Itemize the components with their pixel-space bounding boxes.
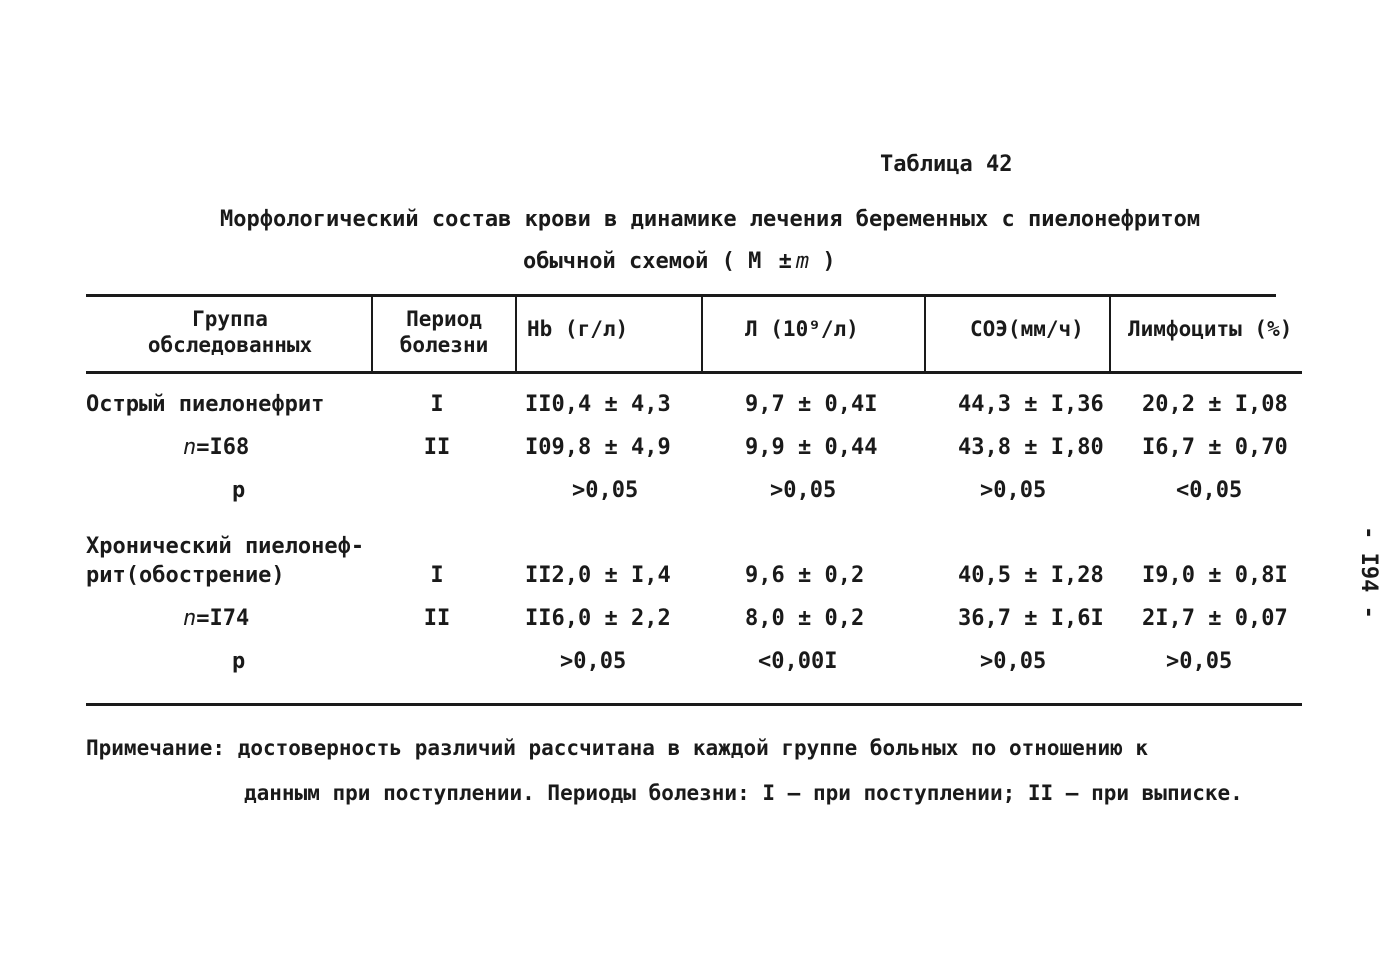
table-title-line2 [523, 249, 836, 274]
header-group [140, 306, 320, 358]
page-number: - I94 - [1355, 526, 1381, 619]
header-bottom-rule [86, 371, 1302, 374]
group1-n [183, 435, 249, 460]
group2-row2-leuk: 8,0 ± 0,2 [745, 606, 865, 631]
header-separator-2 [515, 297, 517, 371]
group1-name: Острый пиелонефрит [86, 392, 325, 417]
header-soe: СОЭ(мм/ч) [970, 317, 1084, 341]
group1-n-label: n [183, 435, 197, 460]
group2-p-label: p [232, 649, 246, 674]
group2-row1-period: I [430, 563, 444, 588]
title-pm: ± [778, 249, 792, 274]
group2-row2-hb: II6,0 ± 2,2 [525, 606, 671, 631]
group2-row2-lymph: 2I,7 ± 0,07 [1142, 606, 1288, 631]
group1-row2-period: II [423, 435, 451, 460]
table-bottom-rule [86, 703, 1302, 706]
table-top-rule [86, 294, 1276, 297]
group2-p-hb: >0,05 [560, 649, 627, 674]
group1-p-leuk: >0,05 [770, 478, 837, 503]
group1-row1-lymph: 20,2 ± I,08 [1142, 392, 1288, 417]
group1-row1-hb: II0,4 ± 4,3 [525, 392, 671, 417]
header-lymphocytes: Лимфоциты (%) [1128, 317, 1293, 341]
header-group-line2: обследованных [147, 333, 313, 357]
group1-p-lymph: <0,05 [1176, 478, 1243, 503]
group2-row1-hb: II2,0 ± I,4 [525, 563, 671, 588]
header-period [380, 306, 508, 358]
header-hb: Hb (г/л) [527, 317, 629, 341]
group1-row2-leuk: 9,9 ± 0,44 [745, 435, 878, 460]
group1-row2-lymph: I6,7 ± 0,70 [1142, 435, 1288, 460]
header-separator-5 [1109, 297, 1111, 371]
title-suffix: ) [822, 249, 836, 274]
group1-row2-hb: I09,8 ± 4,9 [525, 435, 671, 460]
header-period-line2: болезни [399, 333, 489, 357]
header-period-line1: Период [406, 307, 482, 331]
group2-n-value: =I74 [196, 606, 250, 631]
group1-p-hb: >0,05 [572, 478, 639, 503]
group2-row1-lymph: I9,0 ± 0,8I [1142, 563, 1288, 588]
group1-p-label: p [232, 478, 246, 503]
group1-row1-leuk: 9,7 ± 0,4I [745, 392, 878, 417]
note-line2: данным при поступлении. Периоды болезни: I – при поступлении; II – при выписке. [244, 781, 1243, 805]
group1-p-soe: >0,05 [980, 478, 1047, 503]
title-prefix: обычной схемой ( М [523, 249, 762, 274]
group2-p-soe: >0,05 [980, 649, 1047, 674]
group2-row1-soe: 40,5 ± I,28 [958, 563, 1104, 588]
group2-row2-soe: 36,7 ± I,6I [958, 606, 1104, 631]
header-group-line1: Группа [192, 307, 268, 331]
group2-row1-leuk: 9,6 ± 0,2 [745, 563, 865, 588]
group1-row1-period: I [430, 392, 444, 417]
table-caption: Таблица 42 [880, 152, 1013, 177]
title-m: m [795, 249, 810, 274]
group1-n-value: =I68 [196, 435, 250, 460]
group2-name-line1: Хронический пиелонеф- [86, 534, 365, 559]
group2-p-leuk: <0,00I [758, 649, 838, 674]
header-separator-1 [371, 297, 373, 371]
group2-n [183, 606, 249, 631]
header-separator-3 [701, 297, 703, 371]
group2-row2-period: II [423, 606, 451, 631]
group1-row1-soe: 44,3 ± I,36 [958, 392, 1104, 417]
group1-row2-soe: 43,8 ± I,80 [958, 435, 1104, 460]
group2-n-label: n [183, 606, 197, 631]
header-leukocytes: Л (10⁹/л) [745, 317, 859, 341]
group2-name-line2: рит(обострение) [86, 563, 285, 588]
header-separator-4 [924, 297, 926, 371]
table-title-line1: Морфологический состав крови в динамике лечения беременных с пиелонефритом [220, 207, 1201, 232]
note-line1: Примечание: достоверность различий рассчитана в каждой группе больных по отношению к [86, 736, 1149, 760]
group2-p-lymph: >0,05 [1166, 649, 1233, 674]
